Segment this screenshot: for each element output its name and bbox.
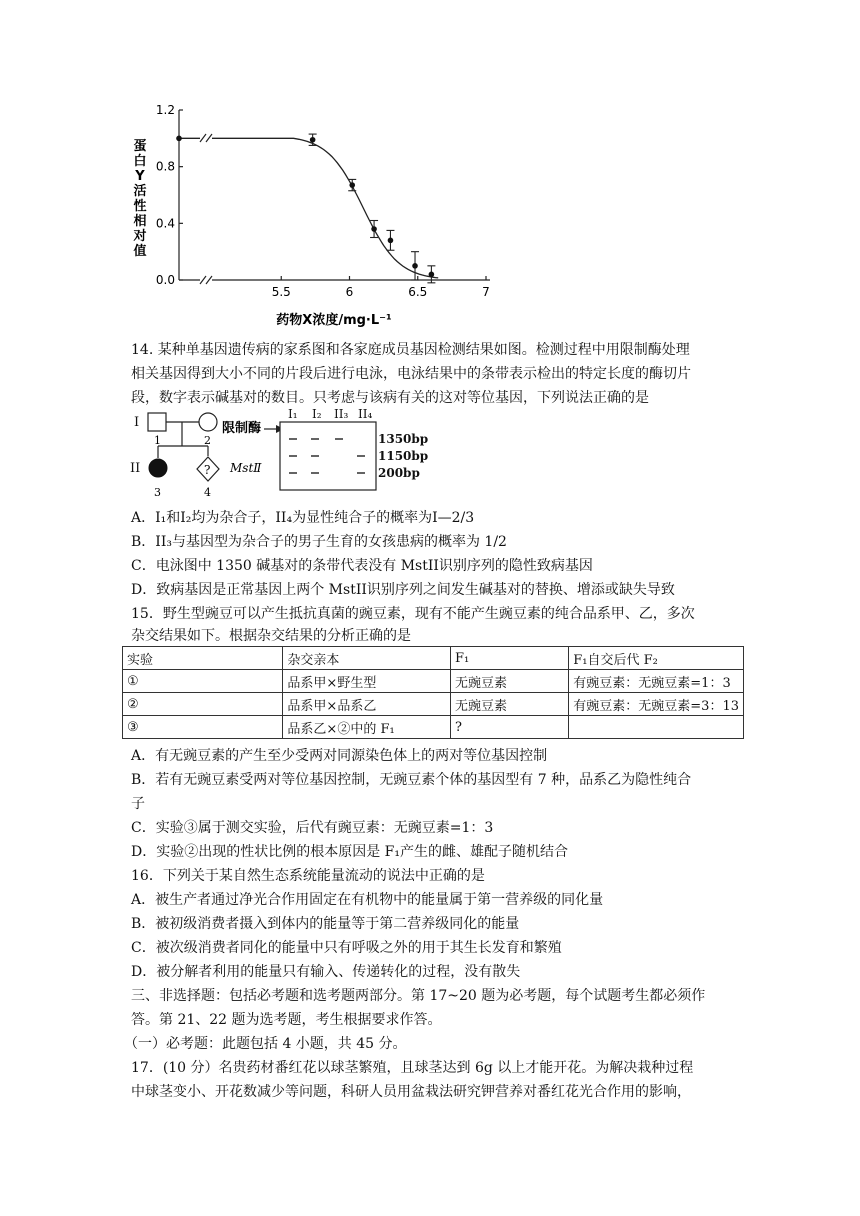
x-tick-label: 5.5 <box>271 285 291 299</box>
data-point <box>349 182 355 188</box>
q14-stem-line3: 段，数字表示碱基对的数目。只考虑与该病有关的这对等位基因，下列说法正确的是 <box>131 390 649 406</box>
q15-option-b-cont: 子 <box>131 796 145 812</box>
x-axis-title: 药物X浓度/mg·L⁻¹ <box>276 313 392 328</box>
lane-label: II₄ <box>358 407 373 421</box>
table-header-row <box>123 647 744 670</box>
section3-line2: 答。第 21、22 题为选考题，考生根据要求作答。 <box>131 1012 442 1028</box>
q15-option-d: D．实验②出现的性状比例的根本原因是 F₁产生的雌、雄配子随机结合 <box>131 844 568 860</box>
table-cell: 有豌豆素：无豌豆素=1：3 <box>569 670 744 693</box>
q16-option-c: C．被次级消费者同化的能量中只有呼吸之外的用于其生长发育和繁殖 <box>131 940 562 956</box>
enzyme-label: 限制酶 <box>222 421 262 436</box>
q14-option-c: C．电泳图中 1350 碱基对的条带代表没有 MstII识别序列的隐性致病基因 <box>131 558 593 574</box>
band-size-label: 200bp <box>378 466 420 480</box>
y-axis-title: 蛋白 Y 活性相对值 <box>133 139 147 259</box>
q16-option-b: B．被初级消费者摄入到体内的能量等于第二营养级同化的能量 <box>131 916 520 932</box>
individual-number-1: 1 <box>154 434 161 447</box>
unknown-mark: ? <box>204 463 211 477</box>
individual-number-3: 3 <box>154 486 161 499</box>
table-cell: 无豌豆素 <box>450 670 568 693</box>
q15-option-c: C．实验③属于测交实验，后代有豌豆素：无豌豆素=1：3 <box>131 820 494 836</box>
lane-label: I₁ <box>288 407 298 421</box>
individual-number-2: 2 <box>204 434 211 447</box>
q16-option-a: A．被生产者通过净光合作用固定在有机物中的能量属于第一营养级的同化量 <box>131 892 604 908</box>
cross-results-table <box>122 646 744 739</box>
q16-option-d: D．被分解者利用的能量只有输入、传递转化的过程，没有散失 <box>131 964 521 980</box>
table-cell: 品系甲×野生型 <box>283 670 451 693</box>
lane-label: I₂ <box>312 407 322 421</box>
table-cell: ? <box>450 716 568 739</box>
band-size-labels <box>378 432 428 480</box>
data-point <box>429 272 435 278</box>
section3-line1: 三、非选择题：包括必考题和选考题两部分。第 17~20 题为必考题，每个试题考生都必须作 <box>131 988 706 1004</box>
table-header: F₁ <box>450 647 568 670</box>
axes <box>179 110 490 284</box>
data-point <box>371 226 377 232</box>
table-cell: ② <box>123 693 283 716</box>
female-individual-I2 <box>199 413 217 431</box>
axis-break-mark <box>200 276 206 284</box>
lane-labels <box>288 407 372 421</box>
table-row <box>123 670 744 693</box>
q15-stem-line2: 杂交结果如下。根据杂交结果的分析正确的是 <box>131 628 411 644</box>
lane-label: II₃ <box>334 407 349 421</box>
q14-stem-line1: 14. 某种单基因遗传病的家系图和各家庭成员基因检测结果如图。检测过程中用限制酶处理 <box>131 342 690 358</box>
y-tick-label: 1.2 <box>155 103 175 117</box>
affected-female-II3 <box>149 459 167 477</box>
table-header: 杂交亲本 <box>283 647 451 670</box>
table-cell: ③ <box>123 716 283 739</box>
x-tick-label: 6 <box>345 285 354 299</box>
table-row <box>123 716 744 739</box>
q15-stem-line1: 15．野生型豌豆可以产生抵抗真菌的豌豆素，现有不能产生豌豆素的纯合品系甲、乙，多次 <box>131 606 695 622</box>
individual-number-4: 4 <box>204 486 211 499</box>
y-tick-label: 0.4 <box>155 216 175 231</box>
section3-line3: （一）必考题：此题包括 4 小题，共 45 分。 <box>124 1036 407 1052</box>
table-row <box>123 693 744 716</box>
generation-label-2: II <box>130 461 141 476</box>
q14-stem-line2: 相关基因得到大小不同的片段后进行电泳，电泳结果中的条带表示检出的特定长度的酶切片 <box>131 366 691 382</box>
y-tick-label: 0.0 <box>155 273 175 287</box>
table-header: F₁自交后代 F₂ <box>569 647 744 670</box>
axis-break-mark <box>206 276 212 284</box>
q17-line2: 中球茎变小、开花数减少等问题，科研人员用盆栽法研究钾营养对番红花光合作用的影响， <box>131 1084 691 1100</box>
q16-stem: 16．下列关于某自然生态系统能量流动的说法中正确的是 <box>131 868 485 884</box>
q17-line1: 17．(10 分）名贵药材番红花以球茎繁殖，且球茎达到 6g 以上才能开花。为解决栽种过程 <box>131 1060 694 1076</box>
male-individual-I1 <box>148 413 166 431</box>
table-cell: 品系甲×品系乙 <box>283 693 451 716</box>
data-point <box>176 136 182 142</box>
q15-option-b: B．若有无豌豆素受两对等位基因控制，无豌豆素个体的基因型有 7 种，品系乙为隐性纯合 <box>131 772 692 788</box>
table-cell: 无豌豆素 <box>450 693 568 716</box>
q14-option-a: A．Ⅰ₁和Ⅰ₂均为杂合子，II₄为显性纯合子的概率为I—2/3 <box>131 510 475 526</box>
table-header: 实验 <box>123 647 283 670</box>
y-tick-label: 0.8 <box>155 159 175 174</box>
band-size-label: 1350bp <box>378 432 429 446</box>
curve-break-mark <box>200 134 212 142</box>
x-tick-label: 7 <box>482 285 490 299</box>
table-cell: ① <box>123 670 283 693</box>
generation-label-1: I <box>134 415 140 430</box>
q14-option-b: B．II₃与基因型为杂合子的男子生育的女孩患病的概率为 1/2 <box>131 534 507 550</box>
activity-curve-chart <box>128 100 500 332</box>
x-tick-label: 6.5 <box>408 285 428 299</box>
table-cell: 有豌豆素：无豌豆素=3：13 <box>569 693 744 716</box>
band-size-label: 1150bp <box>378 449 429 463</box>
mst-label: MstⅡ <box>230 461 262 475</box>
data-point <box>310 137 316 143</box>
table-cell: 品系乙×②中的 F₁ <box>283 716 451 739</box>
q14-option-d: D．致病基因是正常基因上两个 MstII识别序列之间发生碱基对的替换、增添或缺失导致 <box>131 582 675 598</box>
activity-curve <box>179 138 438 278</box>
data-point <box>388 238 394 244</box>
table-cell <box>569 716 744 739</box>
data-point <box>412 263 418 269</box>
q15-option-a: A．有无豌豆素的产生至少受两对同源染色体上的两对等位基因控制 <box>131 748 548 764</box>
pedigree-and-electrophoresis <box>130 406 430 502</box>
